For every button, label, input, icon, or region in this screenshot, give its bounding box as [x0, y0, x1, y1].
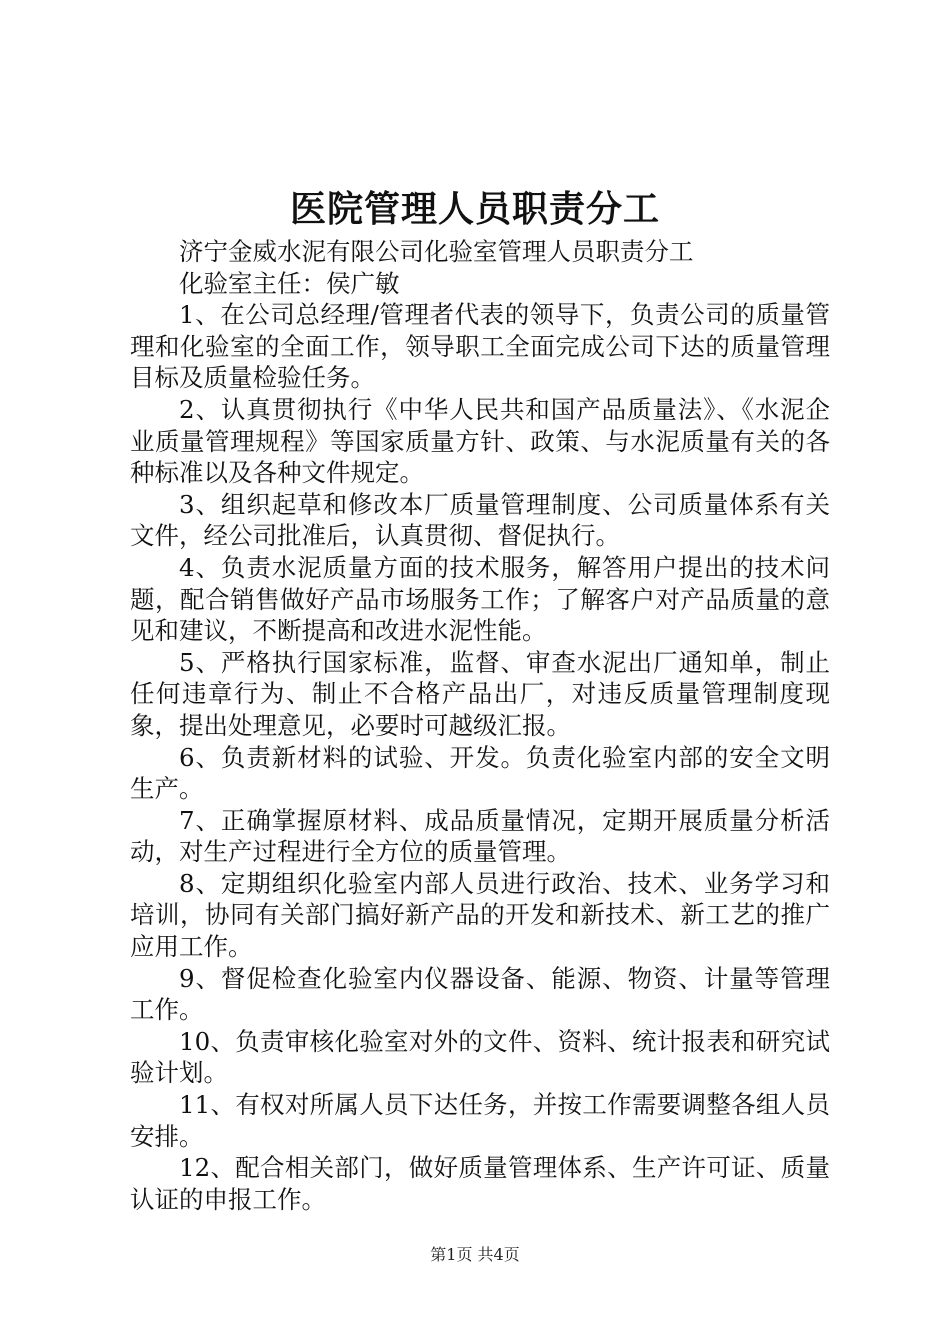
- duty-item-8: 8、定期组织化验室内部人员进行政治、技术、业务学习和培训，协同有关部门搞好新产品的开发和新技术、新工艺的推广应用工作。: [130, 868, 830, 962]
- duty-item-1: 1、在公司总经理/管理者代表的领导下，负责公司的质量管理和化验室的全面工作，领导职工全面完成公司下达的质量管理目标及质量检验任务。: [130, 300, 830, 393]
- duty-item-12: 12、配合相关部门，做好质量管理体系、生产许可证、质量认证的申报工作。: [130, 1153, 830, 1214]
- duty-item-4: 4、负责水泥质量方面的技术服务，解答用户提出的技术问题，配合销售做好产品市场服务工作；了解客户对产品质量的意见和建议，不断提高和改进水泥性能。: [130, 552, 830, 646]
- duty-item-2: 2、认真贯彻执行《中华人民共和国产品质量法》、《水泥企业质量管理规程》等国家质量方针、政策、与水泥质量有关的各种标准以及各种文件规定。: [130, 394, 830, 488]
- page-title: 医院管理人员职责分工: [289, 188, 660, 230]
- duty-item-7: 7、正确掌握原材料、成品质量情况，定期开展质量分析活动，对生产过程进行全方位的质量管理。: [130, 805, 830, 867]
- duty-item-5: 5、严格执行国家标准，监督、审查水泥出厂通知单，制止任何违章行为、制止不合格产品出厂，对违反质量管理制度现象，提出处理意见，必要时可越级汇报。: [130, 647, 830, 740]
- duty-item-10: 10、负责审核化验室对外的文件、资料、统计报表和研究试验计划。: [130, 1026, 830, 1088]
- duty-item-9: 9、督促检查化验室内仪器设备、能源、物资、计量等管理工作。: [130, 963, 830, 1025]
- page-footer: 第1页 共4页: [430, 1245, 520, 1264]
- director-line: 化验室主任：侯广敏: [179, 268, 400, 298]
- duty-item-11: 11、有权对所属人员下达任务，并按工作需要调整各组人员安排。: [130, 1090, 830, 1151]
- duty-item-6: 6、负责新材料的试验、开发。负责化验室内部的安全文明生产。: [130, 742, 830, 804]
- duty-item-3: 3、组织起草和修改本厂质量管理制度、公司质量体系有关文件，经公司批准后，认真贯彻、督促执行。: [130, 489, 830, 551]
- document-body: [130, 236, 830, 1215]
- company-heading: 济宁金威水泥有限公司化验室管理人员职责分工: [179, 237, 694, 266]
